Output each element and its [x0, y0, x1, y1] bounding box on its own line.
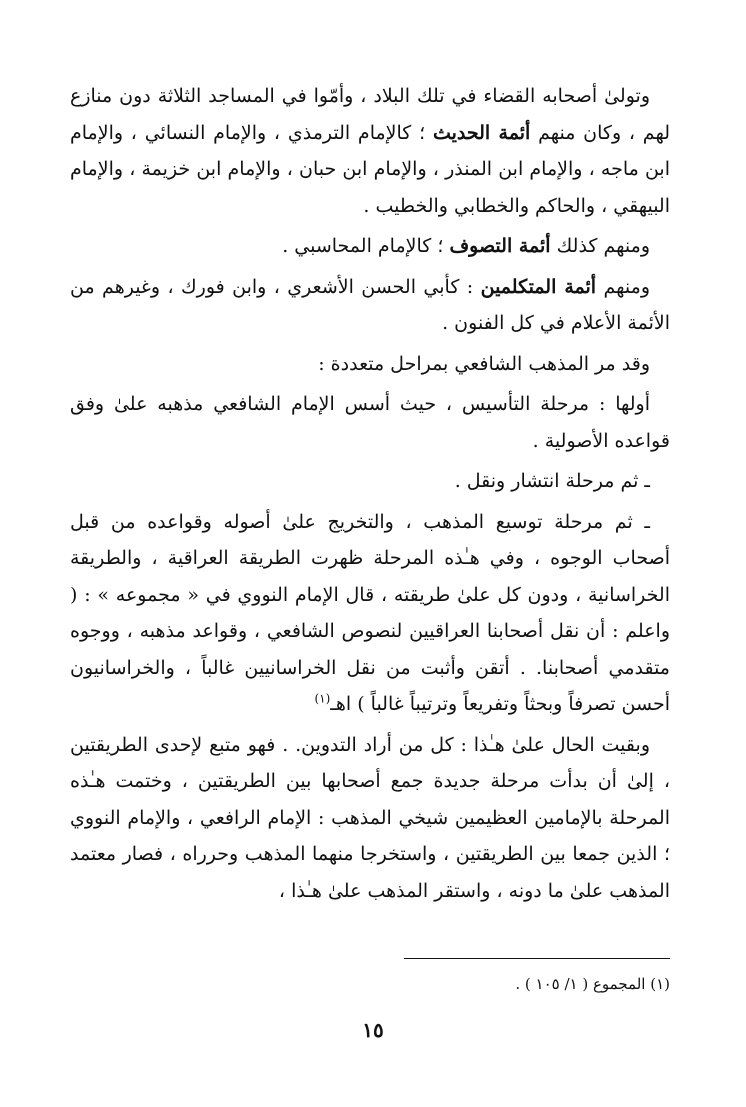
footnote-text: المجموع ( ١/ ١٠٥ ) . [515, 975, 646, 993]
paragraph-1-rest: ؛ كالإمام الترمذي ، والإمام النسائي ، والإمام ابن ماجه ، والإمام ابن المنذر ، والإمام ابن حبان ، والإمام ابن خزيمة ، والإمام البيهقي ، والحاكم والخطابي والخطيب . [70, 121, 670, 217]
footnote-divider [404, 958, 670, 959]
bold-phrase-hadith: أئمة الحديث [432, 121, 531, 144]
paragraph-1-text: وتولىٰ أصحابه القضاء في تلك البلاد ، وأمّوا في المساجد الثلاثة دون منازع لهم ، وكان منهم [70, 85, 670, 144]
paragraph-2-pre: ومنهم كذلك [556, 235, 650, 257]
paragraph-8: وبقيت الحال علىٰ هـٰذا : كل من أراد التدوين. . فهو متبع لإحدى الطريقتين ، إلىٰ أن بدأت مرحلة جديدة جمع أصحابها بين الطريقتين ، وختمت هـٰذه المرحلة بالإمامين العظيمين شيخي المذهب : الإمام الرافعي ، والإمام النووي ؛ الذين جمعا بين الطريقتين ، واستخرجا منهما المذهب وحرراه ، فصار معتمد المذهب علىٰ ما دونه ، واستقر المذهب علىٰ هـٰذا ، [70, 733, 670, 902]
paragraph-3 [70, 269, 670, 342]
page-number: ١٥ [362, 1018, 384, 1042]
paragraph-2-rest: ؛ كالإمام المحاسبي . [282, 235, 444, 257]
paragraph-7 [70, 504, 670, 723]
bold-phrase-mutakallimin: أئمة المتكلمين [480, 275, 597, 298]
paragraph-3-rest: : كأبي الحسن الأشعري ، وابن فورك ، وغيرهم من الأئمة الأعلام في كل الفنون . [70, 275, 670, 334]
paragraph-5: أولها : مرحلة التأسيس ، حيث أسس الإمام الشافعي مذهبه علىٰ وفق قواعده الأصولية . [70, 393, 670, 452]
paragraph-7-text: ـ ثم مرحلة توسيع المذهب ، والتخريج علىٰ أصوله وقواعده من قبل أصحاب الوجوه ، وفي هـٰذه المرحلة ظهرت الطريقة العراقية ، والطريقة الخراسانية ، ودون كل علىٰ طريقته ، قال الإمام النووي في « مجموعه » : ( واعلم : أن نقل أصحابنا العراقيين لنصوص الشافعي ، وقواعد مذهبه ، ووجوه متقدمي أصحابنا. . أتقن وأثبت من نقل الخراسانيين غالباً ، والخراسانيون أحسن تصرفاً وبحثاً وتفريعاً وترتيباً غالباً ) اهـ [70, 510, 670, 715]
footnote-reference[interactable]: (١) [314, 691, 331, 706]
footnote [515, 972, 670, 996]
paragraph-2 [70, 228, 670, 265]
footnote-marker: (١) [650, 975, 670, 993]
paragraph-4: وقد مر المذهب الشافعي بمراحل متعددة : [318, 352, 650, 375]
paragraph-1 [70, 78, 670, 224]
paragraph-6: ـ ثم مرحلة انتشار ونقل . [454, 470, 650, 492]
bold-phrase-tasawwuf: أئمة التصوف [449, 235, 551, 257]
main-text [70, 78, 670, 909]
paragraph-3-pre: ومنهم [603, 275, 651, 298]
